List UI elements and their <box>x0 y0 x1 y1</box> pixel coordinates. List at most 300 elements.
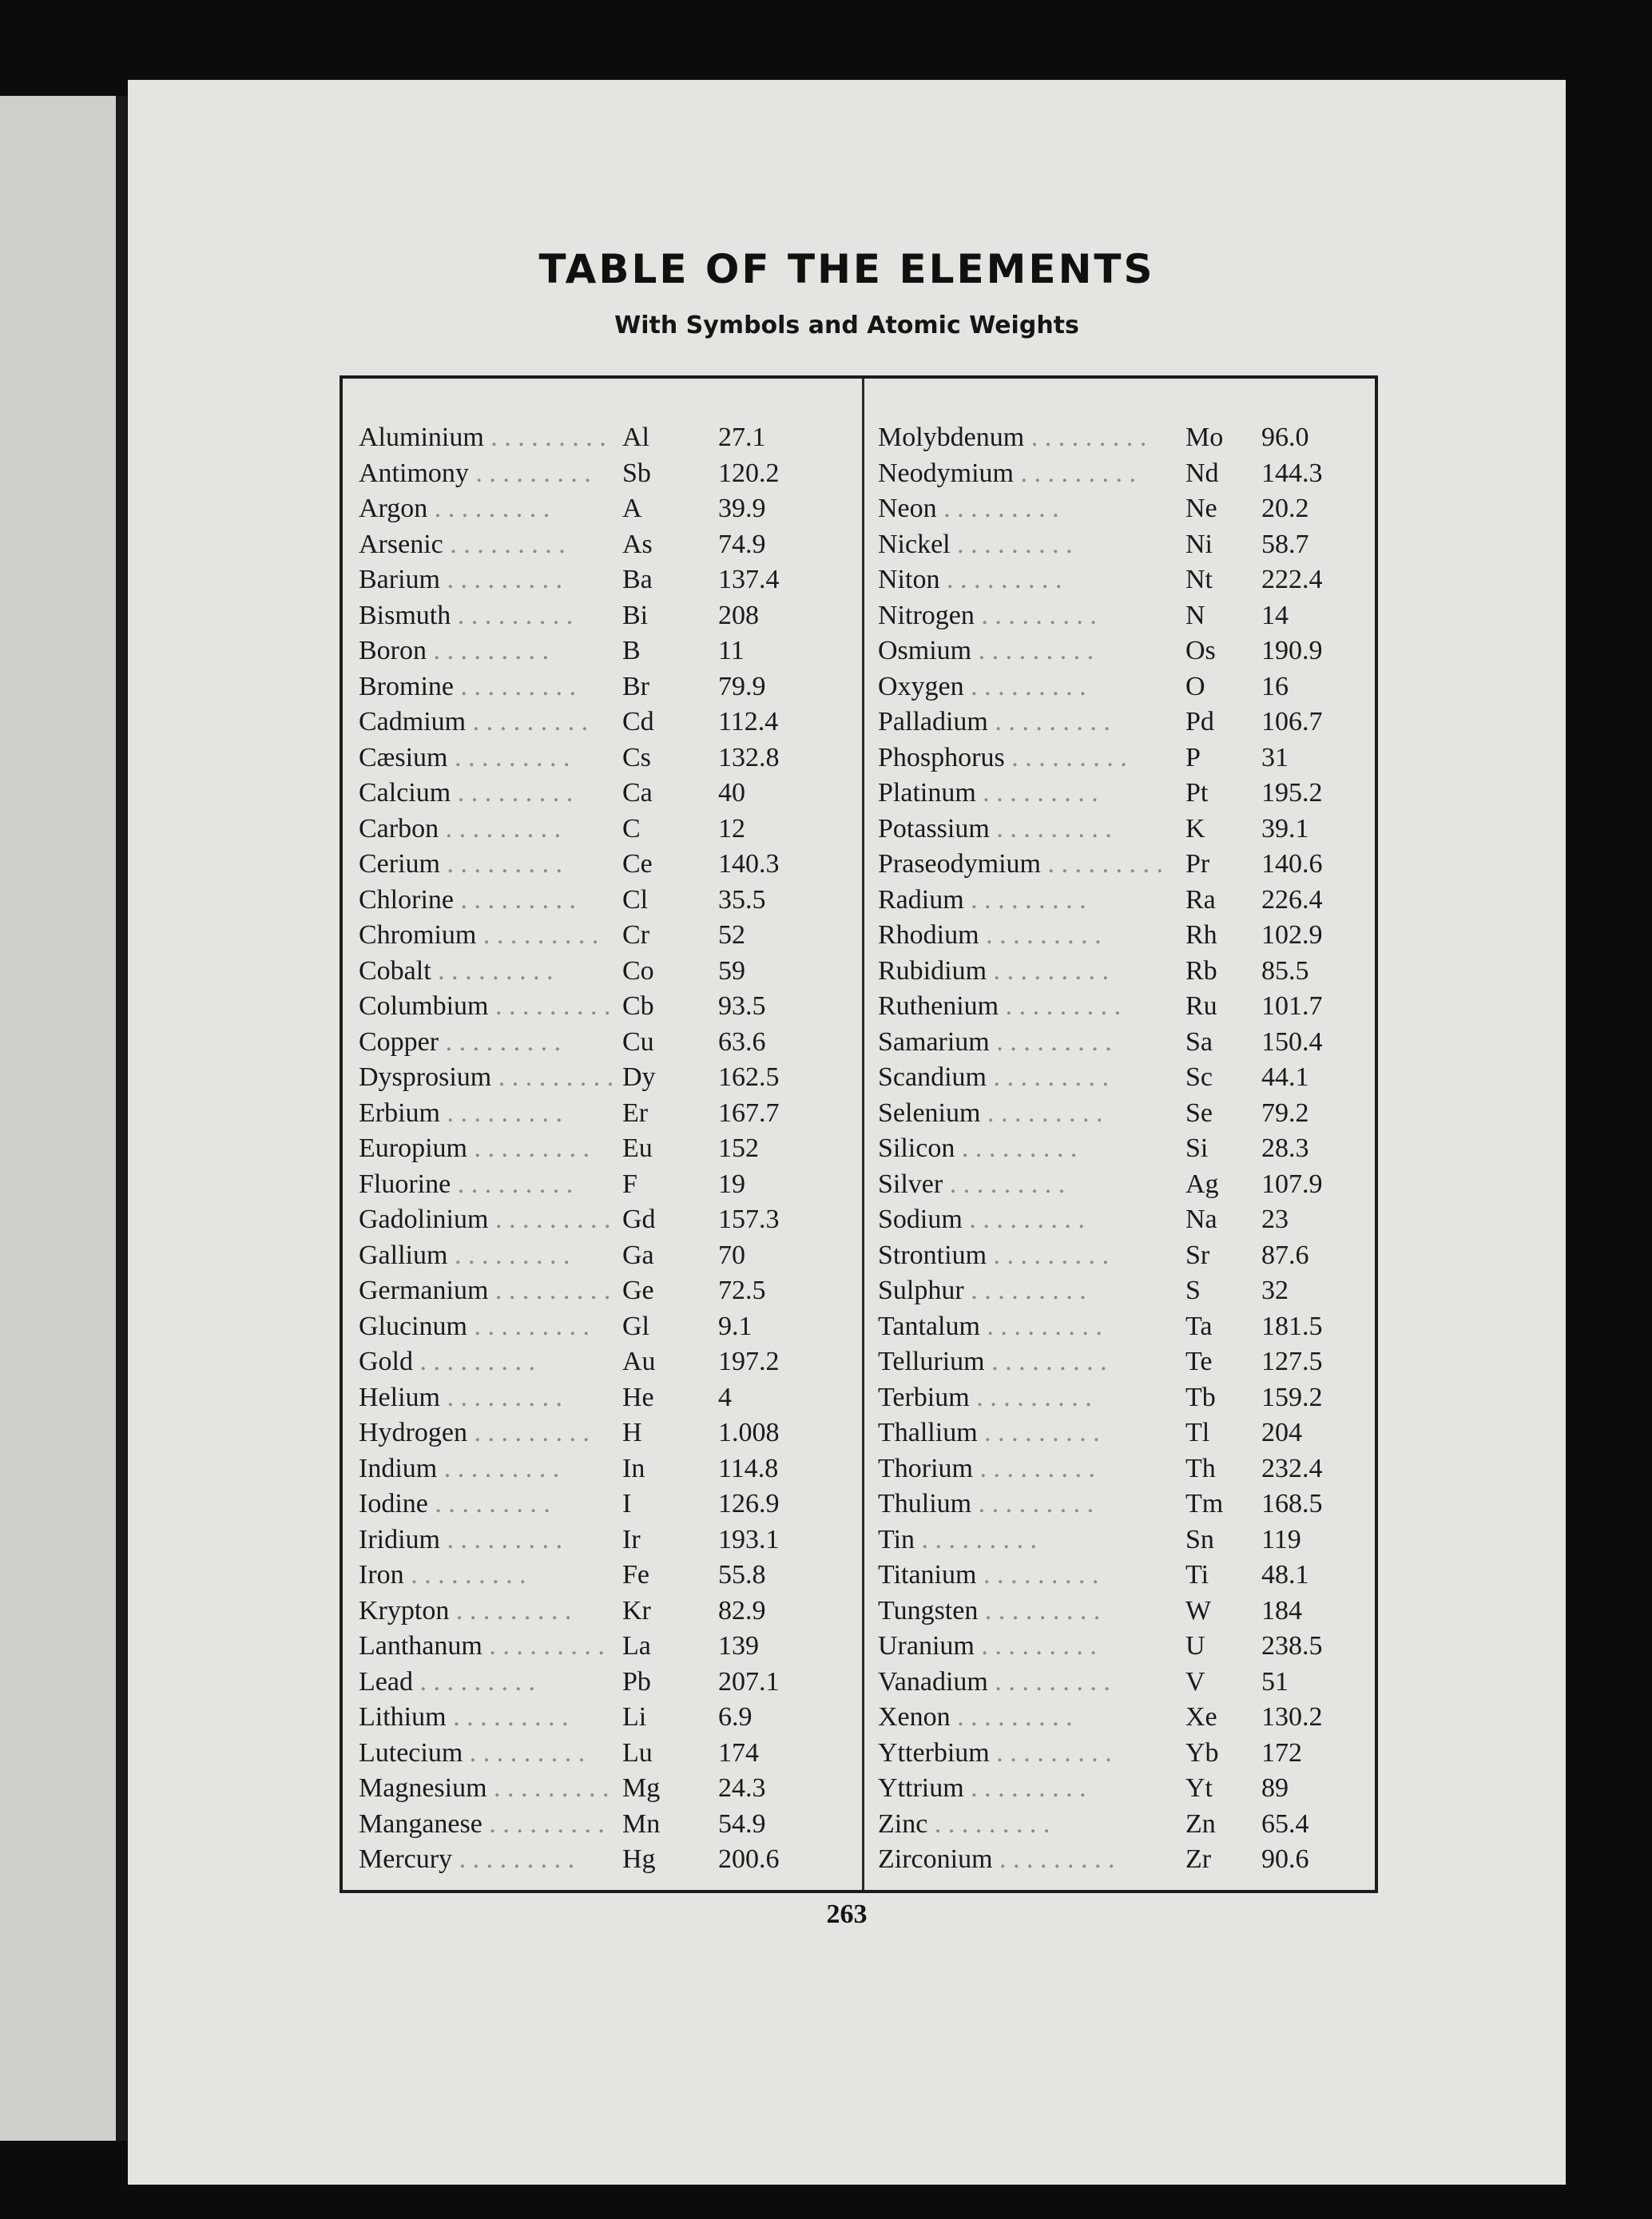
element-symbol: Ir <box>622 1524 641 1554</box>
table-row <box>878 1131 1373 1167</box>
element-symbol: He <box>622 1382 654 1412</box>
element-name: Barium . . <box>359 565 622 595</box>
element-name: Lutecium . . <box>359 1738 622 1768</box>
table-row <box>878 1594 1373 1630</box>
table-row <box>359 1451 854 1487</box>
atomic-weight: 32 <box>1261 1276 1289 1306</box>
element-symbol: Ga <box>622 1240 654 1270</box>
atomic-weight: 89 <box>1261 1773 1289 1804</box>
element-name: Cadmium . . <box>359 707 622 737</box>
element-symbol: Ra <box>1185 884 1216 915</box>
element-symbol: B <box>622 636 641 666</box>
element-symbol: Na <box>1185 1205 1217 1235</box>
book-gutter <box>116 96 127 2141</box>
elements-column-right <box>878 420 1373 1882</box>
atomic-weight: 12 <box>718 813 745 844</box>
table-row <box>359 740 854 776</box>
element-name: Titanium . . <box>878 1560 1185 1590</box>
element-name: Bismuth . . <box>359 601 622 631</box>
atomic-weight: 127.5 <box>1261 1347 1323 1377</box>
element-name: Palladium . . <box>878 707 1185 737</box>
element-symbol: Sa <box>1185 1026 1213 1057</box>
table-row <box>359 1238 854 1274</box>
element-name: Neon . . <box>878 494 1185 524</box>
element-symbol: Os <box>1185 636 1216 666</box>
element-symbol: H <box>622 1418 642 1448</box>
element-name: Lanthanum . . <box>359 1631 622 1661</box>
table-row <box>359 420 854 456</box>
element-name: Gallium . . <box>359 1240 622 1271</box>
element-name: Manganese . . <box>359 1809 622 1840</box>
table-row <box>359 1771 854 1807</box>
atomic-weight: 106.7 <box>1261 707 1323 737</box>
atomic-weight: 181.5 <box>1261 1311 1323 1341</box>
element-name: Cerium . . <box>359 849 622 879</box>
element-name: Thulium . . <box>878 1489 1185 1519</box>
atomic-weight: 51 <box>1261 1666 1289 1697</box>
element-name: Scandium . . <box>878 1062 1185 1093</box>
element-name: Praseodymium . . <box>878 849 1185 879</box>
element-symbol: Nd <box>1185 458 1219 488</box>
table-row <box>359 989 854 1025</box>
table-row <box>878 812 1373 848</box>
table-row <box>878 1202 1373 1238</box>
atomic-weight: 200.6 <box>718 1844 780 1875</box>
element-name: Glucinum . . <box>359 1312 622 1342</box>
atomic-weight: 14 <box>1261 600 1289 630</box>
element-name: Hydrogen . . <box>359 1418 622 1448</box>
table-row <box>359 1202 854 1238</box>
atomic-weight: 27.1 <box>718 423 766 453</box>
element-name: Rhodium . . <box>878 920 1185 951</box>
table-row <box>878 1842 1373 1878</box>
element-symbol: Lu <box>622 1737 653 1768</box>
atomic-weight: 140.6 <box>1261 849 1323 879</box>
table-row <box>878 456 1373 492</box>
table-row <box>359 1060 854 1096</box>
element-symbol: Cu <box>622 1026 654 1057</box>
table-row <box>359 776 854 812</box>
element-symbol: Ba <box>622 565 653 595</box>
atomic-weight: 23 <box>1261 1205 1289 1235</box>
element-symbol: Mn <box>622 1808 661 1839</box>
table-row <box>878 1309 1373 1345</box>
element-name: Boron . . <box>359 636 622 666</box>
atomic-weight: 65.4 <box>1261 1808 1309 1839</box>
atomic-weight: 35.5 <box>718 884 766 915</box>
element-name: Vanadium . . <box>878 1667 1185 1697</box>
element-symbol: Fe <box>622 1560 649 1590</box>
element-symbol: La <box>622 1631 651 1661</box>
atomic-weight: 79.9 <box>718 671 766 701</box>
element-symbol: Pb <box>622 1666 651 1697</box>
element-name: Helium . . <box>359 1383 622 1413</box>
element-name: Iron . . <box>359 1560 622 1590</box>
table-row <box>878 1380 1373 1416</box>
element-symbol: Th <box>1185 1453 1216 1483</box>
table-row <box>359 1096 854 1132</box>
element-name: Argon . . <box>359 494 622 524</box>
table-row <box>878 883 1373 919</box>
element-symbol: O <box>1185 671 1205 701</box>
element-symbol: Xe <box>1185 1702 1217 1733</box>
element-name: Thorium . . <box>878 1454 1185 1484</box>
element-symbol: F <box>622 1169 637 1199</box>
element-symbol: C <box>622 813 641 844</box>
atomic-weight: 4 <box>718 1382 732 1412</box>
element-symbol: Gl <box>622 1311 649 1341</box>
element-symbol: Hg <box>622 1844 656 1875</box>
element-name: Molybdenum . . <box>878 423 1185 453</box>
atomic-weight: 193.1 <box>718 1524 780 1554</box>
table-row <box>878 1415 1373 1451</box>
element-symbol: Tb <box>1185 1382 1216 1412</box>
table-row <box>878 1629 1373 1665</box>
element-name: Indium . . <box>359 1454 622 1484</box>
table-row <box>359 954 854 990</box>
atomic-weight: 114.8 <box>718 1453 779 1483</box>
element-symbol: Zr <box>1185 1844 1212 1875</box>
atomic-weight: 16 <box>1261 671 1289 701</box>
element-name: Iridium . . <box>359 1525 622 1555</box>
element-symbol: Cs <box>622 742 651 772</box>
atomic-weight: 96.0 <box>1261 423 1309 453</box>
table-row <box>878 1665 1373 1701</box>
element-name: Tellurium . . <box>878 1347 1185 1377</box>
table-row <box>359 1522 854 1558</box>
atomic-weight: 28.3 <box>1261 1133 1309 1164</box>
element-name: Gadolinium . . <box>359 1205 622 1235</box>
atomic-weight: 208 <box>718 600 759 630</box>
table-row <box>359 456 854 492</box>
table-row <box>878 918 1373 954</box>
element-symbol: I <box>622 1489 632 1519</box>
table-row <box>878 1025 1373 1061</box>
element-name: Chlorine . . <box>359 885 622 915</box>
table-row <box>359 1344 854 1380</box>
table-row <box>359 1309 854 1345</box>
atomic-weight: 174 <box>718 1737 759 1768</box>
table-row <box>878 598 1373 634</box>
atomic-weight: 107.9 <box>1261 1169 1323 1199</box>
atomic-weight: 168.5 <box>1261 1489 1323 1519</box>
element-symbol: Ce <box>622 849 653 879</box>
element-name: Nickel . . <box>878 530 1185 560</box>
element-name: Phosphorus . . <box>878 743 1185 773</box>
table-row <box>878 989 1373 1025</box>
table-row <box>878 633 1373 669</box>
atomic-weight: 70 <box>718 1240 745 1270</box>
table-row <box>878 527 1373 563</box>
table-row <box>878 420 1373 456</box>
element-name: Chromium . . <box>359 920 622 951</box>
element-symbol: Se <box>1185 1098 1213 1128</box>
element-name: Antimony . . <box>359 458 622 489</box>
table-row <box>359 1665 854 1701</box>
element-symbol: Ti <box>1185 1560 1209 1590</box>
atomic-weight: 126.9 <box>718 1489 780 1519</box>
atomic-weight: 19 <box>718 1169 745 1199</box>
atomic-weight: 58.7 <box>1261 529 1309 559</box>
element-symbol: Yb <box>1185 1737 1219 1768</box>
atomic-weight: 167.7 <box>718 1098 780 1128</box>
atomic-weight: 87.6 <box>1261 1240 1309 1270</box>
element-name: Cobalt . . <box>359 956 622 986</box>
atomic-weight: 9.1 <box>718 1311 753 1341</box>
facing-page <box>0 96 124 2141</box>
atomic-weight: 39.1 <box>1261 813 1309 844</box>
element-name: Thallium . . <box>878 1418 1185 1448</box>
atomic-weight: 152 <box>718 1133 759 1164</box>
atomic-weight: 79.2 <box>1261 1098 1309 1128</box>
table-row <box>359 1167 854 1203</box>
atomic-weight: 204 <box>1261 1418 1302 1448</box>
element-name: Zinc . . <box>878 1809 1185 1840</box>
element-symbol: V <box>1185 1666 1205 1697</box>
page-subtitle: With Symbols and Atomic Weights <box>614 312 1079 339</box>
element-symbol: P <box>1185 742 1201 772</box>
element-name: Krypton . . <box>359 1596 622 1626</box>
atomic-weight: 52 <box>718 920 745 951</box>
table-row <box>359 812 854 848</box>
element-symbol: Au <box>622 1347 656 1377</box>
element-symbol: Cd <box>622 707 654 737</box>
table-row <box>878 562 1373 598</box>
element-name: Sulphur . . <box>878 1276 1185 1306</box>
atomic-weight: 232.4 <box>1261 1453 1323 1483</box>
element-name: Copper . . <box>359 1027 622 1058</box>
element-symbol: Sb <box>622 458 651 488</box>
table-row <box>359 491 854 527</box>
atomic-weight: 20.2 <box>1261 494 1309 524</box>
table-row <box>359 918 854 954</box>
element-name: Potassium . . <box>878 814 1185 844</box>
atomic-weight: 72.5 <box>718 1276 766 1306</box>
element-symbol: Pr <box>1185 849 1210 879</box>
element-name: Tin . . <box>878 1525 1185 1555</box>
element-symbol: A <box>622 494 642 524</box>
page-title: TABLE OF THE ELEMENTS <box>538 246 1155 292</box>
atomic-weight: 24.3 <box>718 1773 766 1804</box>
element-name: Radium . . <box>878 885 1185 915</box>
atomic-weight: 226.4 <box>1261 884 1323 915</box>
element-symbol: Ge <box>622 1276 654 1306</box>
element-name: Uranium . . <box>878 1631 1185 1661</box>
element-symbol: Gd <box>622 1205 656 1235</box>
table-row <box>359 705 854 740</box>
atomic-weight: 130.2 <box>1261 1702 1323 1733</box>
atomic-weight: 150.4 <box>1261 1026 1323 1057</box>
atomic-weight: 184 <box>1261 1595 1302 1626</box>
element-name: Strontium . . <box>878 1240 1185 1271</box>
table-row <box>878 669 1373 705</box>
table-row <box>878 1238 1373 1274</box>
table-row <box>359 1380 854 1416</box>
element-symbol: Si <box>1185 1133 1209 1164</box>
table-row <box>878 1451 1373 1487</box>
element-symbol: N <box>1185 600 1205 630</box>
element-symbol: Cr <box>622 920 649 951</box>
element-name: Tantalum . . <box>878 1312 1185 1342</box>
table-row <box>359 1807 854 1843</box>
element-symbol: Tl <box>1185 1418 1210 1448</box>
table-row <box>878 847 1373 883</box>
element-name: Xenon . . <box>878 1702 1185 1733</box>
table-row <box>359 1415 854 1451</box>
atomic-weight: 140.3 <box>718 849 780 879</box>
atomic-weight: 207.1 <box>718 1666 780 1697</box>
table-row <box>878 1771 1373 1807</box>
element-symbol: Ta <box>1185 1311 1213 1341</box>
element-symbol: Kr <box>622 1595 651 1626</box>
table-row <box>878 1700 1373 1736</box>
element-name: Carbon . . <box>359 814 622 844</box>
atomic-weight: 1.008 <box>718 1418 780 1448</box>
table-row <box>359 669 854 705</box>
element-symbol: Mo <box>1185 423 1224 453</box>
atomic-weight: 172 <box>1261 1737 1302 1768</box>
element-name: Yttrium . . <box>878 1773 1185 1804</box>
element-symbol: Ca <box>622 778 653 808</box>
element-name: Iodine . . <box>359 1489 622 1519</box>
atomic-weight: 48.1 <box>1261 1560 1309 1590</box>
element-symbol: S <box>1185 1276 1201 1306</box>
atomic-weight: 102.9 <box>1261 920 1323 951</box>
element-symbol: As <box>622 529 653 559</box>
element-symbol: Pd <box>1185 707 1214 737</box>
element-name: Fluorine . . <box>359 1169 622 1200</box>
element-name: Aluminium . . <box>359 423 622 453</box>
element-name: Cæsium . . <box>359 743 622 773</box>
table-row <box>878 1167 1373 1203</box>
element-symbol: Cb <box>622 991 654 1022</box>
table-row <box>878 1096 1373 1132</box>
table-row <box>359 1594 854 1630</box>
atomic-weight: 139 <box>718 1631 759 1661</box>
element-symbol: Ru <box>1185 991 1217 1022</box>
atomic-weight: 112.4 <box>718 707 779 737</box>
table-row <box>359 1842 854 1878</box>
element-name: Niton . . <box>878 565 1185 595</box>
element-name: Rubidium . . <box>878 956 1185 986</box>
element-symbol: Sn <box>1185 1524 1214 1554</box>
atomic-weight: 85.5 <box>1261 955 1309 986</box>
element-name: Calcium . . <box>359 778 622 808</box>
element-name: Oxygen . . <box>878 672 1185 702</box>
element-name: Sodium . . <box>878 1205 1185 1235</box>
atomic-weight: 93.5 <box>718 991 766 1022</box>
table-row <box>359 527 854 563</box>
element-symbol: Rb <box>1185 955 1217 986</box>
table-row <box>878 1522 1373 1558</box>
atomic-weight: 238.5 <box>1261 1631 1323 1661</box>
atomic-weight: 120.2 <box>718 458 780 488</box>
table-row <box>359 633 854 669</box>
atomic-weight: 54.9 <box>718 1808 766 1839</box>
table-row <box>878 1558 1373 1594</box>
atomic-weight: 222.4 <box>1261 565 1323 595</box>
element-symbol: W <box>1185 1595 1212 1626</box>
column-divider <box>862 379 864 1890</box>
element-symbol: Ni <box>1185 529 1213 559</box>
element-name: Germanium . . <box>359 1276 622 1306</box>
table-row <box>878 1736 1373 1772</box>
atomic-weight: 82.9 <box>718 1595 766 1626</box>
atomic-weight: 190.9 <box>1261 636 1323 666</box>
element-name: Terbium . . <box>878 1383 1185 1413</box>
atomic-weight: 55.8 <box>718 1560 766 1590</box>
element-symbol: Pt <box>1185 778 1209 808</box>
element-symbol: Tm <box>1185 1489 1224 1519</box>
element-name: Erbium . . <box>359 1098 622 1129</box>
atomic-weight: 157.3 <box>718 1205 780 1235</box>
atomic-weight: 162.5 <box>718 1062 780 1093</box>
atomic-weight: 90.6 <box>1261 1844 1309 1875</box>
element-name: Platinum . . <box>878 778 1185 808</box>
atomic-weight: 159.2 <box>1261 1382 1323 1412</box>
book-page <box>128 80 1566 2185</box>
element-symbol: Ne <box>1185 494 1217 524</box>
element-name: Gold . . <box>359 1347 622 1377</box>
atomic-weight: 31 <box>1261 742 1289 772</box>
element-name: Magnesium . . <box>359 1773 622 1804</box>
atomic-weight: 63.6 <box>718 1026 766 1057</box>
element-name: Nitrogen . . <box>878 601 1185 631</box>
element-symbol: Bi <box>622 600 649 630</box>
atomic-weight: 39.9 <box>718 494 766 524</box>
element-name: Europium . . <box>359 1133 622 1164</box>
atomic-weight: 195.2 <box>1261 778 1323 808</box>
element-name: Osmium . . <box>878 636 1185 666</box>
table-row <box>359 1629 854 1665</box>
element-symbol: K <box>1185 813 1205 844</box>
element-name: Silver . . <box>878 1169 1185 1200</box>
table-row <box>878 1487 1373 1522</box>
element-symbol: U <box>1185 1631 1205 1661</box>
table-row <box>359 1131 854 1167</box>
element-symbol: Rh <box>1185 920 1217 951</box>
table-row <box>359 562 854 598</box>
element-name: Lithium . . <box>359 1702 622 1733</box>
element-name: Dysprosium . . <box>359 1062 622 1093</box>
element-name: Selenium . . <box>878 1098 1185 1129</box>
atomic-weight: 101.7 <box>1261 991 1323 1022</box>
table-row <box>359 1273 854 1309</box>
element-symbol: Sr <box>1185 1240 1210 1270</box>
element-name: Arsenic . . <box>359 530 622 560</box>
atomic-weight: 40 <box>718 778 745 808</box>
element-symbol: Te <box>1185 1347 1213 1377</box>
element-name: Ytterbium . . <box>878 1738 1185 1768</box>
page-number: 263 <box>826 1899 868 1929</box>
table-row <box>359 1700 854 1736</box>
atomic-weight: 144.3 <box>1261 458 1323 488</box>
element-name: Samarium . . <box>878 1027 1185 1058</box>
table-row <box>359 598 854 634</box>
atomic-weight: 11 <box>718 636 745 666</box>
atomic-weight: 74.9 <box>718 529 766 559</box>
atomic-weight: 6.9 <box>718 1702 753 1733</box>
atomic-weight: 197.2 <box>718 1347 780 1377</box>
element-name: Ruthenium . . <box>878 991 1185 1022</box>
atomic-weight: 44.1 <box>1261 1062 1309 1093</box>
element-symbol: Er <box>622 1098 649 1128</box>
table-row <box>359 847 854 883</box>
element-symbol: Br <box>622 671 649 701</box>
elements-table <box>340 375 1378 1893</box>
element-symbol: Ag <box>1185 1169 1219 1199</box>
element-symbol: Dy <box>622 1062 656 1093</box>
